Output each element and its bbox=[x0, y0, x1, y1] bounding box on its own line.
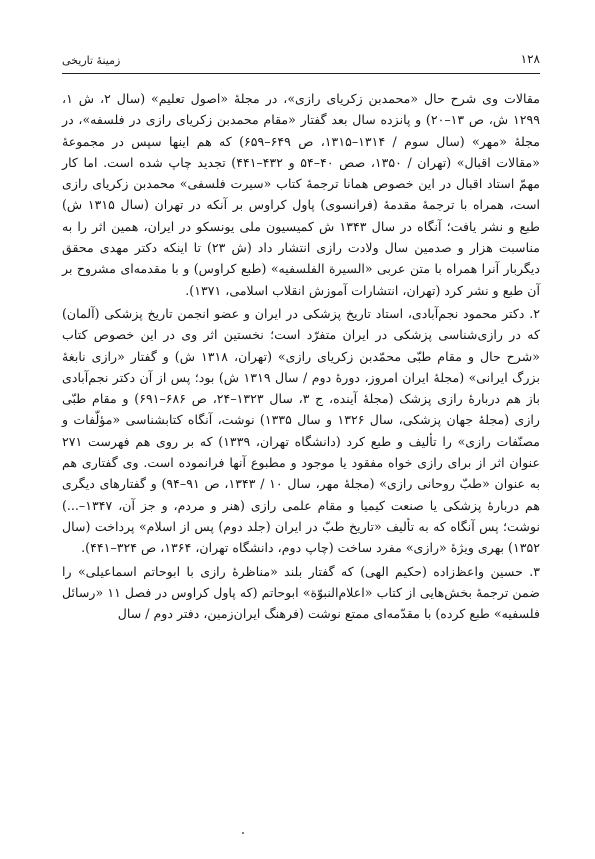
header-rule bbox=[62, 73, 540, 74]
body-text bbox=[62, 88, 540, 624]
page-header bbox=[62, 50, 540, 74]
running-head-title: زمینهٔ تاریخی bbox=[62, 54, 121, 67]
page-number: ۱۲۸ bbox=[520, 52, 540, 66]
paragraph-continuation: مقالات وی شرح حال «محمدبن زکریای رازی»، در مجلهٔ «اصول تعلیم» (سال ۲، ش ۱، ۱۲۹۹ ش، ص ۱۳–۲۰) و پانزده سال بعد گفتار «مقام محمدبن زکریای رازی در فلسفه»، در مجلهٔ «مهر» (سال سوم / ۱۳۱۴–۱۳۱۵، ص ۶۴۹–۶۵۹) که هم اینها سپس در مجموعهٔ «مقالات اقبال» (تهران / ۱۳۵۰، صص ۴۰–۵۴ و ۴۳۲–۴۴۱) تجدید چاپ شده است. اما کار مهمّ استاد اقبال در این خصوص همانا ترجمهٔ کتاب «سیرت فلسفی» محمدبن زکریای رازی است، همراه با ترجمهٔ مقدمهٔ (فرانسوی) پاول کراوس بر آنکه در تهران (سال ۱۳۱۵ ش) طبع و نشر یافت؛ آنگاه در سال ۱۳۴۳ ش کمیسیون ملی یونسکو در ایران، همین اثر را به مناسبت هزار و صدمین سال ولادت رازی انتشار داد (ش ۲۳) تا اینکه دکتر مهدی محقق دیگربار آنرا همراه با متن عربی «السیرة الفلسفیه» (طبع کراوس) و با مقدمه‌ای مشروح بر آن طبع و نشر کرد (تهران، انتشارات آموزش انقلاب اسلامی، ۱۳۷۱). bbox=[62, 91, 541, 298]
paragraph-item-3: ۳. حسین واعظ‌زاده (حکیم الهی) که گفتار بلند «مناظرهٔ رازی با ابوحاتم اسماعیلی» را ضمن ترجمهٔ بخش‌هایی از کتاب «اعلام‌النبوّة» ابوحاتم (که پاول کراوس در فصل ۱۱ «رسائل فلسفیه» طبع کرده) با مقدّمه‌ای ممتع نوشت (فرهنگ ایران‌زمین، دفتر دوم / سال bbox=[62, 563, 540, 622]
scan-speck bbox=[242, 832, 244, 834]
paragraph-item-2: ۲. دکتر محمود نجم‌آبادی، استاد تاریخ پزشکی در ایران و عضو انجمن تاریخ پزشکی (آلمان) که در رازی‌شناسی پزشکی در ایران متفرّد است؛ نخستین اثر وی در این خصوص کتاب «شرح حال و مقام طبّی محمّدبن زکریای رازی» (تهران، ۱۳۱۸ ش) و گفتار «رازی نابغهٔ بزرگ ایرانی» (مجلهٔ ایران امروز، دورهٔ دوم / سال ۱۳۱۹ ش) بود؛ پس از آن دکتر نجم‌آبادی باز هم دربارهٔ رازی پزشک (مجلهٔ آینده، ج ۳، سال ۱۳۲۳–۲۴، ص ۶۸۶–۶۹۱) و مقام طبّی رازی (مجلهٔ جهان پزشکی، سال ۱۳۲۶ و سال ۱۳۳۵) نوشت، آنگاه کتابشناسی «مؤلّفات و مصنّفات رازی» را تألیف و طبع کرد (دانشگاه تهران، ۱۳۳۹) که بر روی هم فهرست ۲۷۱ عنوان اثر از برای رازی خواه مفقود یا موجود و مطبوع آنها فرانموده است. وی گفتاری هم به عنوان «طبّ روحانی رازی» (مجلهٔ مهر، سال ۱۰ / ۱۳۴۳، ص ۹۱–۹۴) و گفتارهای دیگری هم دربارهٔ پزشکی یا صنعت کیمیا و مقام علمی رازی (هنر و مردم، و جز آن، ۱۳۴۷–...) نوشت؛ پس آنگاه که به تألیف «تاریخ طبّ در ایران (جلد دوم) پس از اسلام» پرداخت (سال ۱۳۵۲) بهری ویژهٔ «رازی» مفرد ساخت (چاپ دوم، دانشگاه تهران، ۱۳۶۴، ص ۳۲۴–۴۴۱). bbox=[62, 305, 540, 556]
